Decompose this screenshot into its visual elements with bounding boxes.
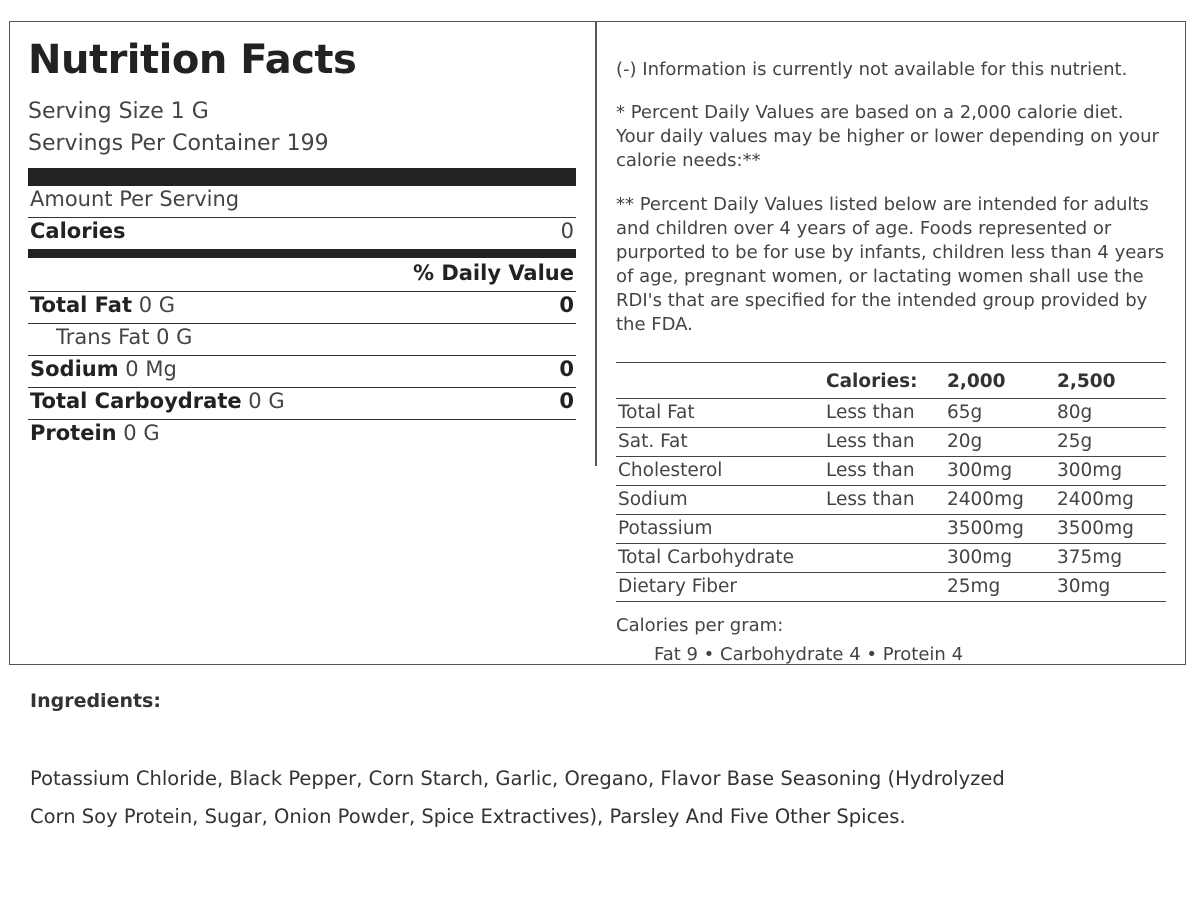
- table-cell: Less than: [826, 402, 915, 423]
- daily-value-header: % Daily Value: [412, 261, 574, 285]
- daily-value-table: [616, 362, 1166, 602]
- nutrient-dv: 0: [559, 389, 574, 413]
- amount-per-serving-row: [28, 186, 576, 218]
- ingredients-text: Potassium Chloride, Black Pepper, Corn Starch, Garlic, Oregano, Flavor Base Seasoning (Hydrolyzed Corn Soy Protein, Sugar, Onion Powder, Spice Extractives), Parsley And Five Other Spices.: [30, 767, 1005, 828]
- table-row: [616, 486, 1166, 515]
- table-cell: Total Carbohydrate: [618, 547, 795, 568]
- nutrient-name: Trans Fat 0 G: [56, 325, 193, 349]
- table-cell: Less than: [826, 431, 915, 452]
- table-row: [616, 428, 1166, 457]
- nutrient-dv: 0: [559, 293, 574, 317]
- nutrient-name: Total Carboydrate: [30, 389, 242, 413]
- dv-header-2000: 2,000: [947, 371, 1006, 392]
- daily-value-header-row: [28, 258, 576, 292]
- calories-label: Calories: [30, 219, 126, 243]
- table-cell: Less than: [826, 489, 915, 510]
- nutrient-amount: 0 Mg: [118, 357, 177, 381]
- nutrient-row-total-carbohydrate: [28, 388, 576, 420]
- table-cell: 25mg: [947, 576, 1001, 597]
- nutrient-amount: 0 G: [132, 293, 175, 317]
- nutrient-row-trans-fat: [28, 324, 576, 356]
- dv-table-header: [616, 363, 1166, 399]
- table-cell: Sat. Fat: [618, 431, 688, 452]
- calories-value: 0: [560, 219, 574, 243]
- table-cell: Potassium: [618, 518, 713, 539]
- dv-header-calories: Calories:: [826, 371, 918, 392]
- table-cell: 2400mg: [1057, 489, 1134, 510]
- table-cell: Less than: [826, 460, 915, 481]
- table-cell: Cholesterol: [618, 460, 723, 481]
- nutrient-amount: 0 G: [241, 389, 285, 413]
- table-row: [616, 515, 1166, 544]
- nutrient-row-total-fat: [28, 292, 576, 324]
- nutrient-name: Total Fat: [30, 293, 133, 317]
- calories-per-gram-values: Fat 9 • Carbohydrate 4 • Protein 4: [654, 644, 964, 665]
- table-cell: Dietary Fiber: [618, 576, 737, 597]
- nutrient-row-protein: [28, 420, 576, 452]
- calories-row: [28, 218, 576, 250]
- table-row: [616, 573, 1166, 602]
- amount-per-serving-label: Amount Per Serving: [30, 187, 240, 211]
- nutrient-dv: 0: [559, 357, 574, 381]
- table-row: [616, 457, 1166, 486]
- thick-divider: [28, 168, 576, 186]
- table-cell: 2400mg: [947, 489, 1024, 510]
- dv-rdi-note: ** Percent Daily Values listed below are intended for adults and children over 4 years of age. Foods represented or purported to be for use by infants, children less than 4 years of age, pregnant women, or lactating women shall use the RDI's that are specified for the intended group provided by the FDA.: [616, 194, 1165, 335]
- calories-per-gram-label: Calories per gram:: [616, 615, 784, 636]
- ingredients-title: Ingredients:: [30, 690, 161, 712]
- medium-divider: [28, 249, 576, 258]
- table-cell: Sodium: [618, 489, 688, 510]
- table-cell: 300mg: [1057, 460, 1123, 481]
- table-cell: Total Fat: [618, 402, 695, 423]
- table-cell: 65g: [947, 402, 983, 423]
- table-cell: 20g: [947, 431, 983, 452]
- unavailable-note: (-) Information is currently not available for this nutrient.: [616, 59, 1128, 80]
- servings-per-container: Servings Per Container 199: [28, 131, 329, 156]
- table-cell: 30mg: [1057, 576, 1111, 597]
- table-cell: 300mg: [947, 547, 1013, 568]
- nutrient-amount: 0 G: [116, 421, 160, 445]
- nutrient-row-sodium: [28, 356, 576, 388]
- column-divider: [595, 21, 597, 466]
- nutrient-name: Protein: [30, 421, 117, 445]
- dv-basis-note: * Percent Daily Values are based on a 2,000 calorie diet. Your daily values may be higher or lower depending on your calorie needs:**: [616, 102, 1159, 171]
- table-cell: 3500mg: [1057, 518, 1134, 539]
- nutrient-name: Sodium: [30, 357, 119, 381]
- table-cell: 3500mg: [947, 518, 1024, 539]
- table-cell: 375mg: [1057, 547, 1123, 568]
- table-row: [616, 544, 1166, 573]
- nutrition-facts-title: Nutrition Facts: [28, 37, 357, 83]
- table-row: [616, 399, 1166, 428]
- dv-header-2500: 2,500: [1057, 371, 1116, 392]
- table-cell: 25g: [1057, 431, 1093, 452]
- table-cell: 80g: [1057, 402, 1093, 423]
- serving-size: Serving Size 1 G: [28, 99, 209, 124]
- table-cell: 300mg: [947, 460, 1013, 481]
